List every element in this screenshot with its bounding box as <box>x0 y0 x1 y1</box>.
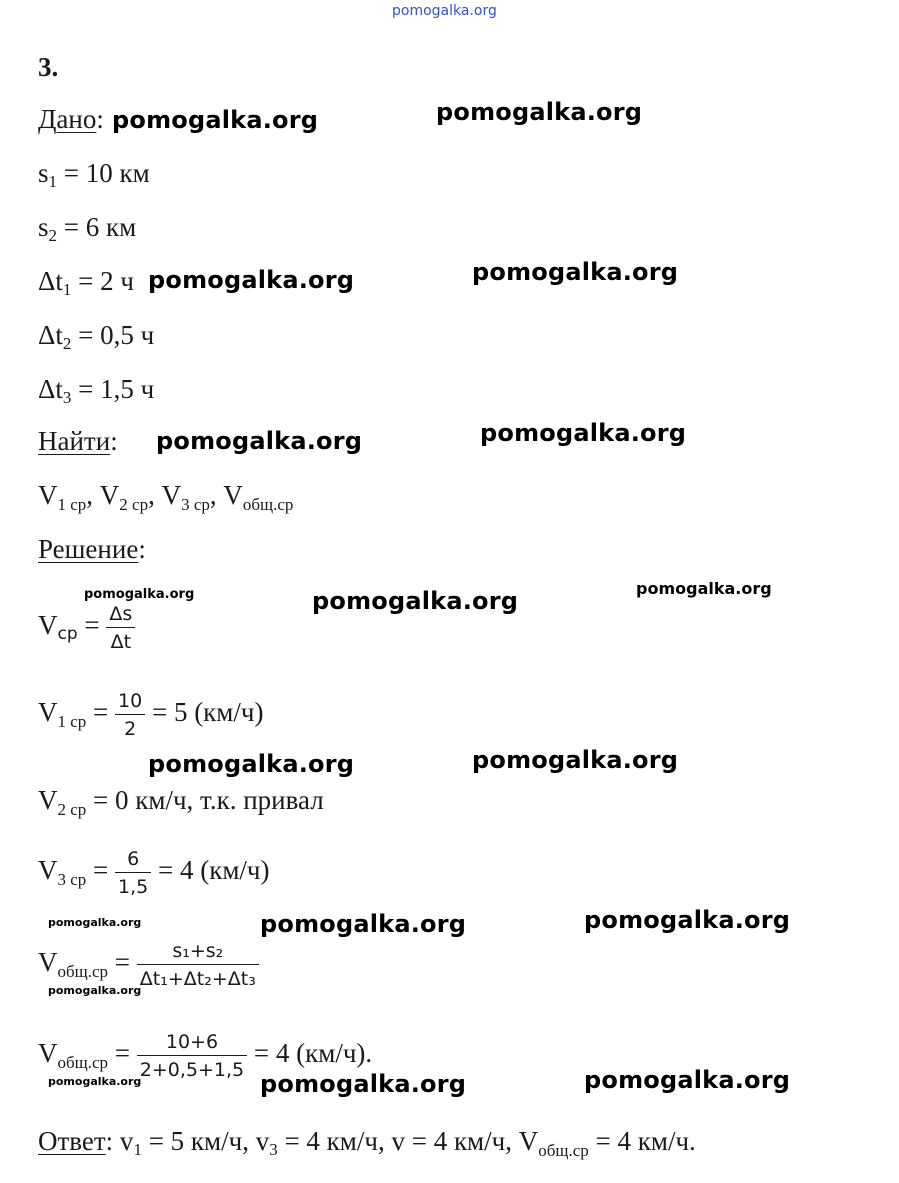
fraction-numerator: 10+6 <box>137 1031 247 1056</box>
given-line-t3 <box>38 376 154 406</box>
solution-heading <box>38 536 146 563</box>
calc-equals: = <box>108 947 137 978</box>
find-symbol: V <box>38 480 58 510</box>
given-symbol: s <box>38 212 49 242</box>
fraction-numerator: Δs <box>106 603 135 628</box>
fraction-denominator: Δt <box>110 631 132 653</box>
watermark-text: pomogalka.org <box>260 910 467 938</box>
calc-lhs-subscript: общ.ср <box>57 962 109 982</box>
answer-subscript: 3 <box>269 1140 278 1159</box>
watermark-text: pomogalka.org <box>312 587 519 615</box>
watermark-text: pomogalka.org <box>480 419 687 447</box>
watermark-text: pomogalka.org <box>636 579 772 598</box>
fraction-numerator: 10 <box>115 690 145 715</box>
calc-equals: = <box>86 697 116 728</box>
find-subscript: 1 ср <box>57 495 87 514</box>
calc-fraction <box>137 940 259 990</box>
calc-fraction <box>115 690 145 740</box>
given-subscript: 1 <box>48 172 58 191</box>
calc-lhs-subscript: 3 ср <box>57 870 87 890</box>
fraction-denominator: Δt₁+Δt₂+Δt₃ <box>139 968 256 990</box>
given-symbol: Δt <box>38 266 63 296</box>
find-heading <box>38 428 118 455</box>
given-value: = 10 км <box>57 158 150 188</box>
fraction-numerator: 6 <box>115 848 151 873</box>
calc-lhs: V <box>38 697 58 728</box>
calc-result: = 0 км/ч, т.к. привал <box>86 785 324 815</box>
watermark-text: pomogalka.org <box>148 750 355 778</box>
given-line-t1 <box>38 268 134 298</box>
calc-v2 <box>38 785 324 820</box>
watermark-text: pomogalka.org <box>48 984 142 997</box>
given-symbol: Δt <box>38 320 63 350</box>
answer-subscript: 1 <box>133 1140 142 1159</box>
calc-lhs: V <box>38 785 58 815</box>
find-subscript: общ.ср <box>242 495 294 514</box>
task-number: 3. <box>38 52 59 82</box>
formula-lhs: V <box>38 610 58 641</box>
answer-text: = 4 км/ч. <box>588 1126 696 1156</box>
given-line-s1 <box>38 160 150 190</box>
watermark-text: pomogalka.org <box>472 746 679 774</box>
answer-text: = 5 км/ч, v <box>141 1126 270 1156</box>
fraction-numerator: s₁+s₂ <box>137 940 259 965</box>
solution-label: Решение <box>38 534 139 564</box>
calc-result: = 4 (км/ч). <box>247 1038 373 1069</box>
find-separator: , <box>148 480 162 510</box>
find-symbol: V <box>161 480 182 510</box>
formula-fraction <box>106 603 135 653</box>
fraction-denominator: 1,5 <box>118 876 149 898</box>
given-value: = 2 ч <box>71 266 134 296</box>
watermark-text: pomogalka.org <box>156 427 363 455</box>
find-items <box>38 482 293 513</box>
given-value: = 6 км <box>57 212 137 242</box>
formula-lhs-subscript: ср <box>57 624 78 645</box>
given-value: = 0,5 ч <box>71 320 155 350</box>
watermark-text: pomogalka.org <box>472 258 679 286</box>
watermark-text: pomogalka.org <box>584 906 791 934</box>
find-symbol: V <box>223 480 243 510</box>
answer-line <box>38 1128 696 1159</box>
given-value: = 1,5 ч <box>71 374 155 404</box>
watermark-text: pomogalka.org <box>148 266 355 294</box>
given-line-t2 <box>38 322 154 352</box>
calc-equals: = <box>108 1038 137 1069</box>
answer-text: : v <box>105 1126 134 1156</box>
watermark-text: pomogalka.org <box>84 587 195 602</box>
calc-fraction <box>137 1031 247 1081</box>
solution-colon: : <box>138 534 146 564</box>
watermark-text: pomogalka.org <box>260 1070 467 1098</box>
calc-v3 <box>38 848 270 898</box>
watermark-text: pomogalka.org <box>584 1066 791 1094</box>
given-heading <box>38 106 104 133</box>
calc-v1 <box>38 690 263 740</box>
answer-subscript: общ.ср <box>538 1141 589 1160</box>
find-separator: , <box>86 480 100 510</box>
find-label: Найти <box>38 426 111 456</box>
given-symbol: s <box>38 158 49 188</box>
given-label: Дано <box>38 104 97 134</box>
answer-label: Ответ <box>38 1126 106 1156</box>
site-link[interactable]: pomogalka.org <box>392 3 497 19</box>
calc-equals: = <box>86 855 116 886</box>
calc-lhs: V <box>38 947 58 978</box>
find-subscript: 2 ср <box>119 495 149 514</box>
calc-result: = 4 (км/ч) <box>151 855 270 886</box>
given-symbol: Δt <box>38 374 63 404</box>
find-separator: , <box>209 480 224 510</box>
given-subscript: 2 <box>48 226 58 245</box>
given-subscript: 1 <box>62 280 72 299</box>
watermark-text: pomogalka.org <box>48 1075 142 1088</box>
find-subscript: 3 ср <box>181 495 210 514</box>
answer-text: = 4 км/ч, v = 4 км/ч, V <box>277 1126 539 1156</box>
find-symbol: V <box>99 480 120 510</box>
formula-equals: = <box>77 610 107 641</box>
calc-fraction <box>115 848 151 898</box>
given-colon: : <box>96 104 104 134</box>
calc-vtotal-formula <box>38 940 259 990</box>
fraction-denominator: 2 <box>124 718 137 740</box>
calc-lhs-subscript: 2 ср <box>57 800 87 819</box>
calc-lhs: V <box>38 855 58 886</box>
given-subscript: 3 <box>62 388 72 407</box>
calc-lhs: V <box>38 1038 58 1069</box>
calc-lhs-subscript: общ.ср <box>57 1053 109 1073</box>
given-subscript: 2 <box>62 334 72 353</box>
fraction-denominator: 2+0,5+1,5 <box>139 1059 245 1081</box>
given-line-s2 <box>38 214 136 244</box>
calc-lhs-subscript: 1 ср <box>57 712 87 732</box>
find-colon: : <box>110 426 118 456</box>
watermark-text: pomogalka.org <box>112 106 319 134</box>
formula-average-speed <box>38 603 135 653</box>
calc-result: = 5 (км/ч) <box>145 697 264 728</box>
watermark-text: pomogalka.org <box>436 98 643 126</box>
watermark-text: pomogalka.org <box>48 916 142 929</box>
